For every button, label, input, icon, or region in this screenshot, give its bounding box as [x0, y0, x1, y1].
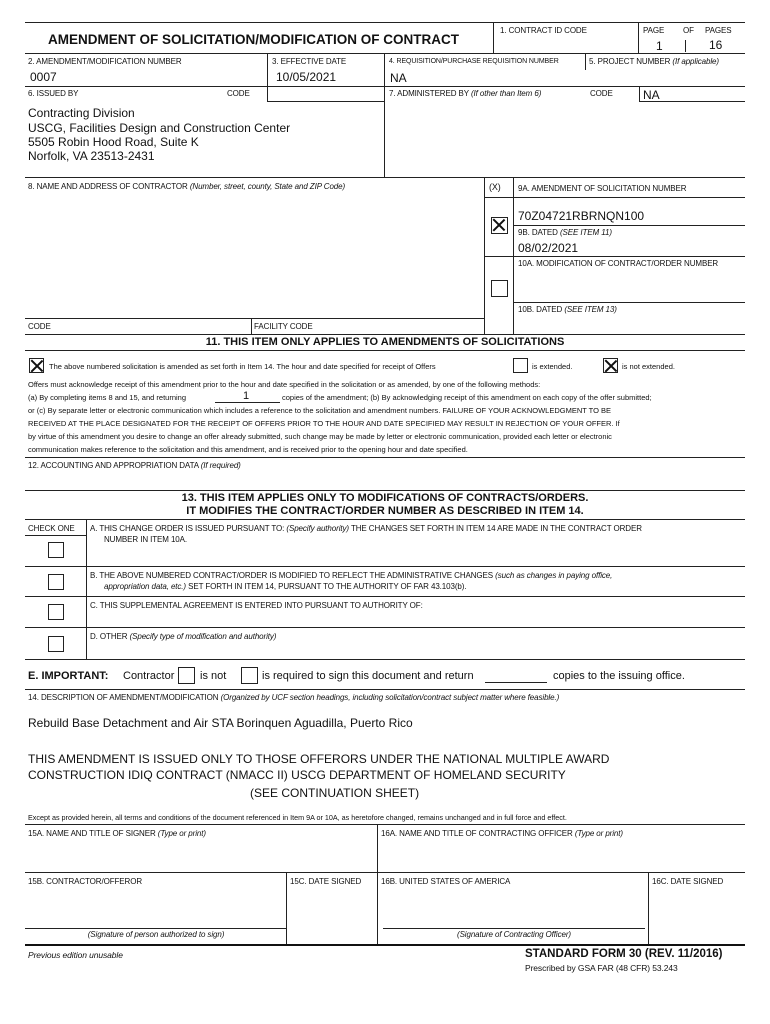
page-number: 1 [656, 39, 663, 53]
item-14-line-1: Rebuild Base Detachment and Air STA Borinquen Aguadilla, Puerto Rico [28, 716, 413, 730]
total-pages: 16 [709, 38, 723, 52]
row-divider [25, 86, 385, 87]
divider [251, 318, 252, 334]
item-11-line-4: or (c) By separate letter or electronic communication which includes a reference to the solicitation and amendment numbers. FAILURE OF YOUR ACKNOWLEDGMENT TO BE [28, 406, 612, 415]
copies-underline [215, 402, 280, 403]
item-14-line-3: CONSTRUCTION IDIQ CONTRACT (NMACC II) USCG DEPARTMENT OF HOMELAND SECURITY [28, 768, 566, 782]
item-11-line-6: by virtue of this amendment you desire to change an offer already submitted, such change may be made by letter or electronic communication, provided each letter or electronic [28, 432, 612, 441]
divider [86, 519, 87, 659]
row-divider [25, 318, 485, 319]
issued-by-label: 6. ISSUED BY [28, 89, 79, 98]
facility-code-label: FACILITY CODE [254, 322, 313, 331]
divider [377, 824, 378, 945]
row-divider [25, 689, 745, 690]
contractor-offeror-label: 15B. CONTRACTOR/OFFEROR [28, 877, 143, 886]
item-12-label: 12. ACCOUNTING AND APPROPRIATION DATA (If required) [28, 461, 241, 470]
divider [384, 86, 385, 177]
modification-contract-label: 10A. MODIFICATION OF CONTRACT/ORDER NUMBER [518, 259, 719, 268]
contractor-code-label: CODE [28, 322, 51, 331]
dated-9b-value: 08/02/2021 [518, 241, 579, 255]
not-extended-label: is not extended. [622, 362, 675, 371]
checkbox-13c[interactable] [48, 604, 64, 620]
row-divider [25, 872, 745, 873]
item-11-heading: 11. THIS ITEM ONLY APPLIES TO AMENDMENTS OF SOLICITATIONS [205, 336, 565, 348]
item-13a-line-1: A. THIS CHANGE ORDER IS ISSUED PURSUANT TO: (Specify authority) THE CHANGES SET FORTH IN ITEM 14 ARE MADE IN THE CONTRACT ORDER [90, 524, 642, 533]
administered-code-label: CODE [590, 89, 613, 98]
contract-id-label: 1. CONTRACT ID CODE [500, 26, 587, 35]
check-one-label: CHECK ONE [28, 524, 75, 533]
row-divider [25, 596, 745, 597]
amendment-solicitation-label: 9A. AMENDMENT OF SOLICITATION NUMBER [518, 184, 687, 193]
item-11-line-7: communication makes reference to the solicitation and this amendment, and is received prior to the opening hour and date specified. [28, 445, 468, 454]
contractor-label: 8. NAME AND ADDRESS OF CONTRACTOR (Number, street, county, State and ZIP Code) [28, 182, 346, 191]
issuer-line-1: Contracting Division [28, 106, 135, 120]
united-states-label: 16B. UNITED STATES OF AMERICA [381, 877, 511, 886]
row-divider [25, 627, 745, 628]
form-top-border [25, 22, 745, 23]
item-11-line-3b: copies of the amendment; (b) By acknowledging receipt of this amendment on each copy of the offer submitted; [282, 393, 652, 402]
row-divider [25, 566, 745, 567]
item-13a-line-2: NUMBER IN ITEM 10A. [104, 535, 188, 544]
row-divider [513, 225, 745, 226]
of-label: OF [683, 26, 694, 35]
row-divider [513, 302, 745, 303]
form-title: AMENDMENT OF SOLICITATION/MODIFICATION OF CONTRACT [48, 32, 459, 47]
item-13-heading-1: 13. THIS ITEM APPLIES ONLY TO MODIFICATIONS OF CONTRACTS/ORDERS. [181, 492, 589, 504]
signature-officer-caption: (Signature of Contracting Officer) [457, 930, 571, 939]
issuer-line-2: USCG, Facilities Design and Construction Center [28, 121, 291, 135]
dated-9b-label: 9B. DATED (SEE ITEM 11) [518, 228, 612, 237]
item-13b-line-2: appropriation data, etc.) SET FORTH IN ITEM 14, PURSUANT TO THE AUTHORITY OF FAR 43.103(b). [104, 582, 467, 591]
date-signed-15c-label: 15C. DATE SIGNED [290, 877, 362, 886]
important-label: E. IMPORTANT: [28, 670, 109, 682]
item-13c-line: C. THIS SUPPLEMENTAL AGREEMENT IS ENTERED INTO PURSUANT TO AUTHORITY OF: [90, 601, 423, 610]
row-divider [25, 659, 745, 660]
item-11-line-2: Offers must acknowledge receipt of this amendment prior to the hour and date specified in the solicitation or as amended, by one of the following methods: [28, 380, 541, 389]
checkbox-13d[interactable] [48, 636, 64, 652]
amendment-number-value: 0007 [30, 70, 57, 84]
row-divider [25, 334, 745, 335]
standard-form-name: STANDARD FORM 30 (REV. 11/2016) [525, 948, 723, 960]
item-13d-line: D. OTHER (Specify type of modification and authority) [90, 632, 277, 641]
except-provided-text: Except as provided herein, all terms and conditions of the document referenced in Item 9A or 10A, as heretofore changed, remains unchanged and in full force and effect. [28, 813, 567, 822]
item-14-line-4: (SEE CONTINUATION SHEET) [250, 786, 420, 800]
checkbox-not-extended[interactable] [603, 358, 618, 373]
checkbox-extended[interactable] [513, 358, 528, 373]
previous-edition-note: Previous edition unusable [28, 950, 123, 960]
item-11-line-3a: (a) By completing items 8 and 15, and returning [28, 393, 187, 402]
important-is-not: is not [200, 670, 227, 682]
row-divider [25, 457, 745, 458]
important-contractor: Contractor [123, 670, 175, 682]
row-divider [25, 490, 745, 491]
divider [267, 53, 268, 101]
signature-person-caption: (Signature of person authorized to sign) [87, 930, 225, 939]
administered-by-label: 7. ADMINISTERED BY (If other than Item 6) [389, 89, 542, 98]
checkbox-9a[interactable] [491, 217, 508, 234]
page-label: PAGE [643, 26, 665, 35]
row-divider [25, 53, 745, 54]
checkbox-is-required[interactable] [241, 667, 258, 684]
checkbox-amended[interactable] [29, 358, 44, 373]
issuer-line-3: 5505 Robin Hood Road, Suite K [28, 135, 199, 149]
divider [685, 40, 686, 52]
item-13b-line-1: B. THE ABOVE NUMBERED CONTRACT/ORDER IS MODIFIED TO REFLECT THE ADMINISTRATIVE CHANGES (such as changes in paying office, [90, 571, 613, 580]
divider [585, 53, 586, 70]
important-is-required: is required to sign this document and return [262, 670, 474, 682]
checkbox-13a[interactable] [48, 542, 64, 558]
divider [493, 22, 494, 53]
item-13-heading-2: IT MODIFIES THE CONTRACT/ORDER NUMBER AS DESCRIBED IN ITEM 14. [186, 505, 584, 517]
prescribed-by-note: Prescribed by GSA FAR (48 CFR) 53.243 [525, 963, 678, 973]
row-divider [25, 519, 745, 520]
row-divider [25, 535, 86, 536]
amendment-number-label: 2. AMENDMENT/MODIFICATION NUMBER [28, 57, 182, 66]
checkbox-10a[interactable] [491, 280, 508, 297]
requisition-value: NA [390, 71, 407, 85]
important-copies: copies to the issuing office. [553, 670, 685, 682]
x-column-label: (X) [489, 182, 501, 192]
item-11-line-5: RECEIVED AT THE PLACE DESIGNATED FOR THE RECEIPT OF OFFERS PRIOR TO THE HOUR AND DATE SPECIFIED MAY RESULT IN REJECTION OF YOUR OFFER. If [28, 419, 620, 428]
signature-line-contractor [25, 928, 287, 929]
signature-line-officer [383, 928, 645, 929]
date-signed-16c-label: 16C. DATE SIGNED [652, 877, 724, 886]
issued-by-code-label: CODE [227, 89, 250, 98]
issuer-line-4: Norfolk, VA 23513-2431 [28, 149, 155, 163]
divider [648, 872, 649, 945]
copies-returned-value: 1 [243, 390, 250, 402]
row-divider [484, 256, 745, 257]
requisition-label: 4. REQUISITION/PURCHASE REQUISITION NUMBER [389, 58, 559, 65]
officer-name-label: 16A. NAME AND TITLE OF CONTRACTING OFFICER (Type or print) [381, 829, 623, 838]
amendment-solicitation-value: 70Z04721RBRNQN100 [518, 209, 645, 223]
effective-date-label: 3. EFFECTIVE DATE [272, 57, 347, 66]
form-bottom-border [25, 944, 745, 946]
copies-return-underline [485, 682, 547, 683]
checkbox-13b[interactable] [48, 574, 64, 590]
divider [638, 22, 639, 53]
extended-label: is extended. [532, 362, 573, 371]
effective-date-value: 10/05/2021 [276, 70, 337, 84]
checkbox-is-not[interactable] [178, 667, 195, 684]
row-divider [484, 197, 745, 198]
code-box-bottom [267, 101, 385, 102]
item-14-line-2: THIS AMENDMENT IS ISSUED ONLY TO THOSE OFFERORS UNDER THE NATIONAL MULTIPLE AWARD [28, 752, 610, 766]
row-divider [25, 824, 745, 825]
admin-code-value: NA [643, 88, 660, 102]
row-divider [25, 177, 745, 178]
item-14-label: 14. DESCRIPTION OF AMENDMENT/MODIFICATION (Organized by UCF section headings, including solicitation/contract subject matter where feasible.) [28, 693, 560, 702]
project-number-label: 5. PROJECT NUMBER (If applicable) [589, 57, 719, 66]
item-11-line-1: The above numbered solicitation is amended as set forth in Item 14. The hour and date specified for receipt of Offers [49, 362, 436, 371]
row-divider [25, 350, 745, 351]
dated-10b-label: 10B. DATED (SEE ITEM 13) [518, 305, 617, 314]
pages-label: PAGES [705, 26, 732, 35]
signer-name-label: 15A. NAME AND TITLE OF SIGNER (Type or print) [28, 829, 206, 838]
